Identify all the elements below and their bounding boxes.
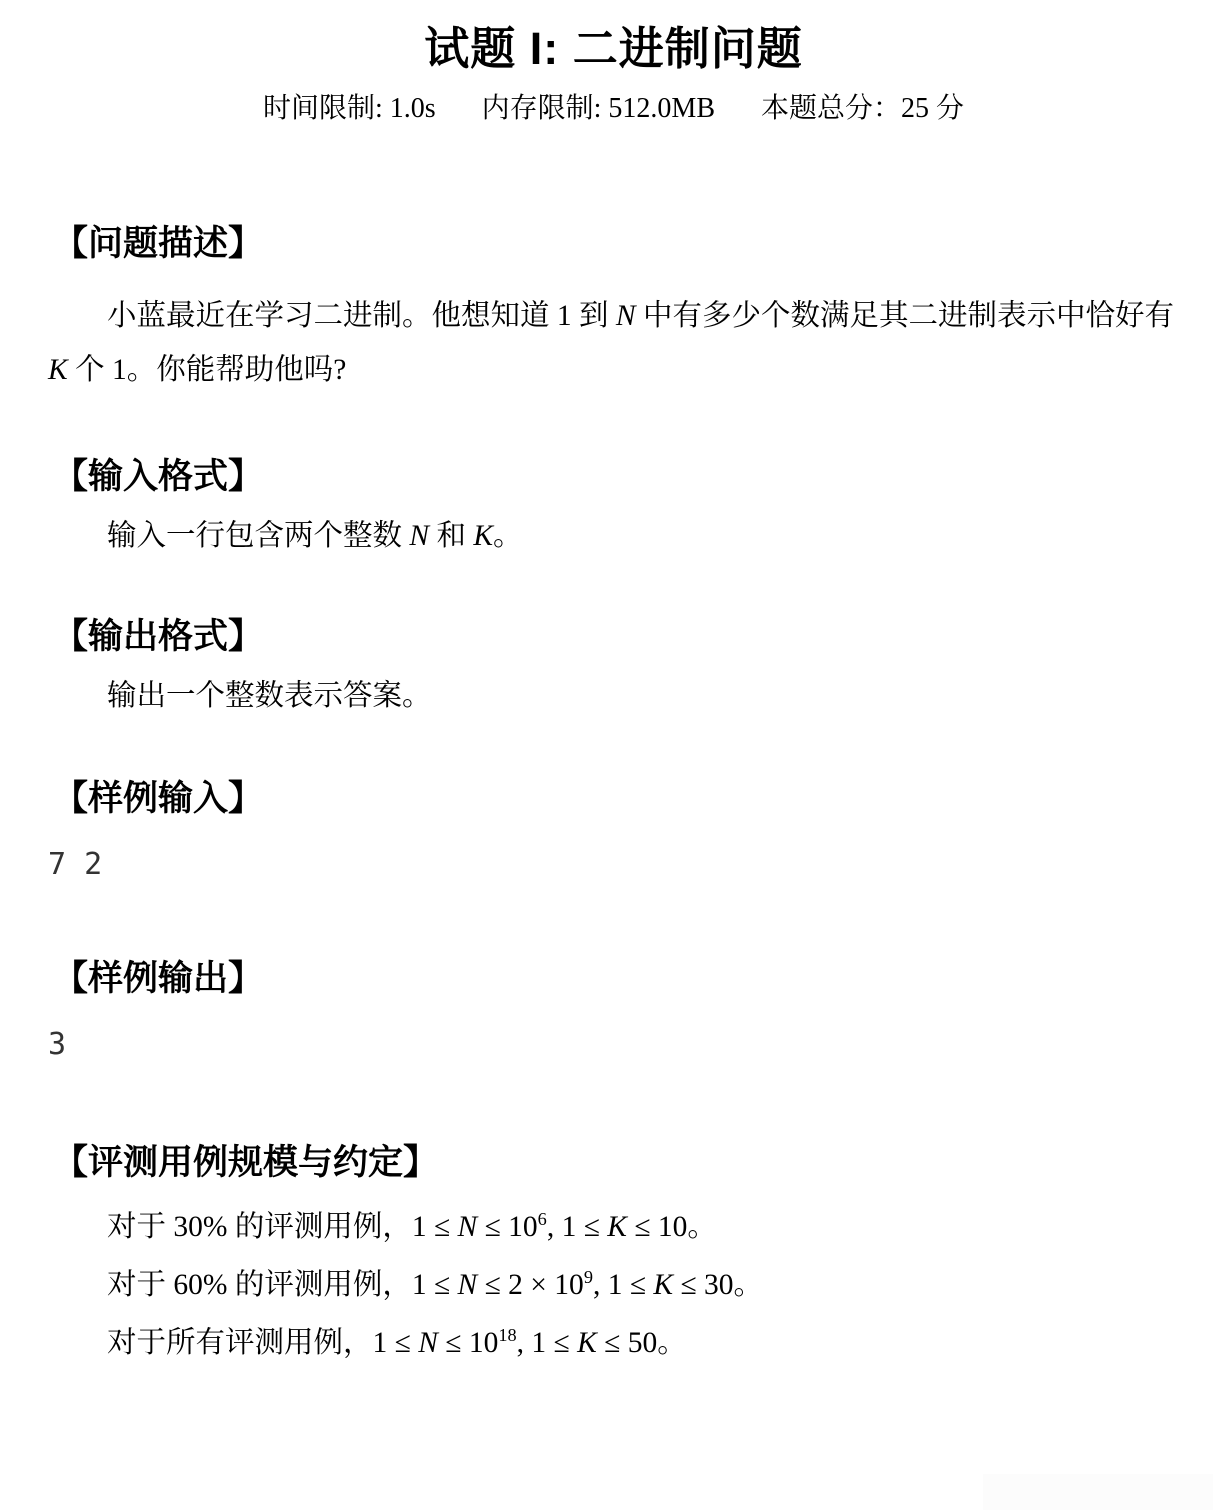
constraint-prefix: 对于所有评测用例， [107,1327,373,1360]
k-relation: ≤ [626,1211,658,1244]
k-upper-value: 30 [704,1269,734,1302]
description-text-2: 中有多少个数满足其二进制表示中恰好有 [635,299,1174,332]
description-text-3: 个 1。你能帮助他吗? [67,353,347,386]
section-heading-sample-input: 【样例输入】 [53,778,264,818]
variable-k: K [473,520,494,553]
n-relation: ≤ [477,1211,509,1244]
variable-k: K [48,353,68,386]
input-format-paragraph [48,519,1179,554]
constraint-line [48,1211,1179,1245]
input-format-text-1: 输入一行包含两个整数 [107,520,410,553]
k-lower-bound: 1 ≤ [531,1327,578,1360]
constraint-math [412,1269,734,1301]
n-upper-base: 10 [508,1211,538,1244]
constraint-suffix: 。 [657,1327,687,1360]
input-format-text-3: 。 [493,520,523,553]
separator: , [546,1211,562,1244]
section-heading-sample-output: 【样例输出】 [53,958,264,998]
n-relation: ≤ [477,1269,509,1302]
meta-line [0,92,1227,126]
section-heading-output-format: 【输出格式】 [53,616,264,656]
section-problem-description [0,224,1227,398]
section-sample-input [0,779,1227,883]
section-heading-constraints: 【评测用例规模与约定】 [53,1143,439,1182]
constraint-prefix: 对于 30% 的评测用例， [107,1211,412,1244]
variable-k: K [653,1269,674,1302]
separator: , [516,1327,532,1360]
n-upper-exponent: 6 [537,1209,547,1230]
constraint-math [412,1211,688,1243]
description-paragraph [48,290,1179,397]
variable-n: N [457,1211,478,1244]
variable-n: N [457,1269,478,1302]
constraints-body [0,1211,1227,1361]
memory-limit-label: 内存限制: 512.0MB [481,93,716,124]
n-upper-exponent: 9 [583,1267,593,1288]
section-constraints [0,1143,1227,1361]
k-relation: ≤ [673,1269,705,1302]
page-title: 试题 I: 二进制问题 [424,23,803,74]
variable-k: K [607,1211,627,1244]
k-lower-bound: 1 ≤ [561,1211,608,1244]
variable-n: N [615,299,636,332]
constraint-suffix: 。 [687,1211,717,1244]
section-sample-output [0,959,1227,1063]
section-output-format [0,617,1227,715]
constraint-line [48,1269,1179,1303]
page-bottom-artifact [983,1474,1213,1510]
n-lower-bound: 1 ≤ [372,1327,419,1360]
section-heading-input-format: 【输入格式】 [53,457,264,497]
description-text-1: 小蓝最近在学习二进制。他想知道 1 到 [107,299,616,332]
constraint-math [373,1327,658,1359]
sample-output-value: 3 [48,1027,67,1062]
n-relation: ≤ [437,1327,469,1360]
constraint-suffix: 。 [733,1269,764,1302]
n-lower-bound: 1 ≤ [411,1211,458,1244]
total-score-label: 本题总分：25 分 [761,93,965,124]
input-format-text-2: 和 [429,520,474,553]
n-upper-exponent: 18 [498,1325,517,1346]
n-upper-base: 2 × 10 [508,1269,584,1302]
sample-input-value: 7 2 [48,846,103,882]
k-upper-value: 10 [657,1211,688,1244]
time-limit-label: 时间限制: 1.0s [262,93,436,124]
variable-n: N [409,520,430,553]
n-upper-base: 10 [468,1327,499,1360]
n-lower-bound: 1 ≤ [411,1269,458,1302]
variable-k: K [577,1327,597,1360]
variable-n: N [418,1327,438,1360]
section-heading-description: 【问题描述】 [53,223,264,263]
k-relation: ≤ [596,1327,628,1360]
separator: , [592,1269,608,1302]
constraint-line [48,1327,1179,1361]
constraint-prefix: 对于 60% 的评测用例， [107,1269,412,1302]
output-format-paragraph: 输出一个整数表示答案。 [107,680,432,713]
section-input-format [0,457,1227,555]
k-lower-bound: 1 ≤ [607,1269,654,1302]
k-upper-value: 50 [627,1327,658,1360]
